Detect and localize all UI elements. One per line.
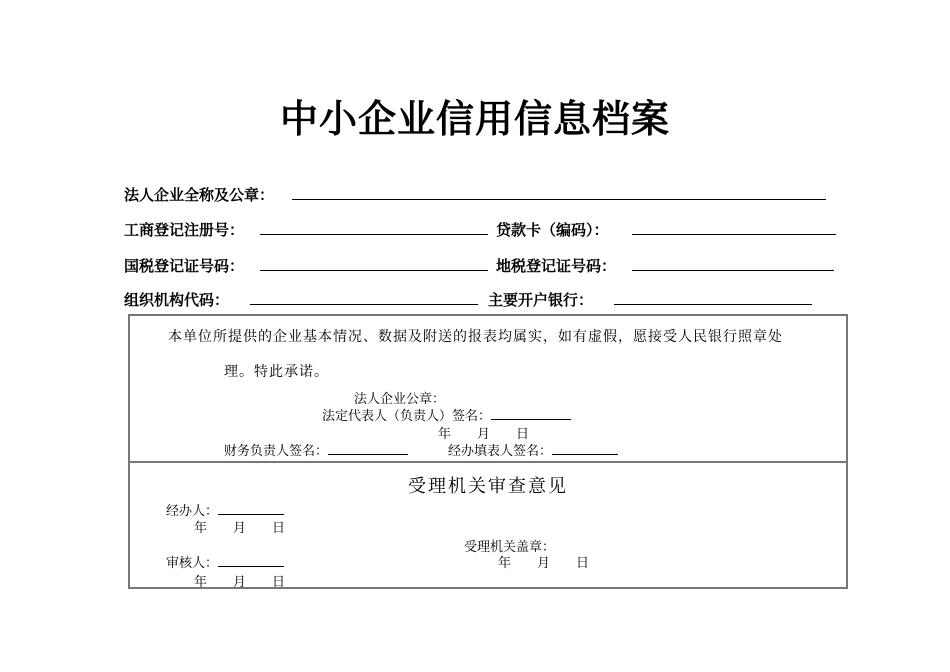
bank-field[interactable] (614, 304, 812, 305)
rep-sign-label: 法定代表人（负责人）签名： (322, 409, 492, 424)
loan-card-field[interactable] (632, 234, 836, 235)
agency-seal-label: 受理机关盖章： (464, 540, 556, 555)
local-tax-label: 地税登记证号码： (496, 257, 617, 275)
finance-sign-row (224, 440, 408, 459)
legal-name-label: 法人企业全称及公章： (124, 186, 275, 204)
filler-sign-label: 经办填表人签名： (448, 444, 553, 459)
commitment-text-line2: 理。特此承诺。 (224, 364, 329, 380)
handler-date: 年 月 日 (194, 521, 286, 536)
review-title: 受理机关审查意见 (408, 476, 568, 497)
local-tax-field[interactable] (632, 270, 834, 271)
auditor-field[interactable] (218, 566, 284, 567)
seal-label: 法人企业公章： (354, 392, 446, 407)
state-tax-label: 国税登记证号码： (124, 257, 245, 275)
filler-sign-row (448, 440, 618, 459)
auditor-label: 审核人： (166, 556, 219, 571)
finance-sign-field[interactable] (328, 454, 408, 455)
bank-label: 主要开户银行： (488, 291, 594, 309)
auditor-date: 年 月 日 (194, 575, 286, 590)
commitment-text-line1: 本单位所提供的企业基本情况、数据及附送的报表均属实，如有虚假，愿接受人民银行照章处 (168, 329, 783, 345)
state-tax-field[interactable] (260, 270, 488, 271)
rep-sign-row (322, 405, 571, 424)
filler-sign-field[interactable] (552, 454, 618, 455)
org-code-label: 组织机构代码： (124, 291, 230, 309)
agency-date: 年 月 日 (498, 556, 590, 571)
org-code-field[interactable] (250, 304, 478, 305)
auditor-row (166, 552, 284, 571)
page-title: 中小企业信用信息档案 (279, 97, 670, 141)
handler-label: 经办人： (166, 504, 219, 519)
reg-no-field[interactable] (260, 234, 488, 235)
finance-sign-label: 财务负责人签名： (224, 444, 329, 459)
commitment-date: 年 月 日 (438, 427, 530, 442)
handler-field[interactable] (218, 514, 284, 515)
legal-name-field[interactable] (292, 199, 826, 200)
reg-no-label: 工商登记注册号： (124, 221, 245, 239)
rep-sign-field[interactable] (491, 419, 571, 420)
loan-card-label: 贷款卡（编码）： (496, 221, 609, 239)
